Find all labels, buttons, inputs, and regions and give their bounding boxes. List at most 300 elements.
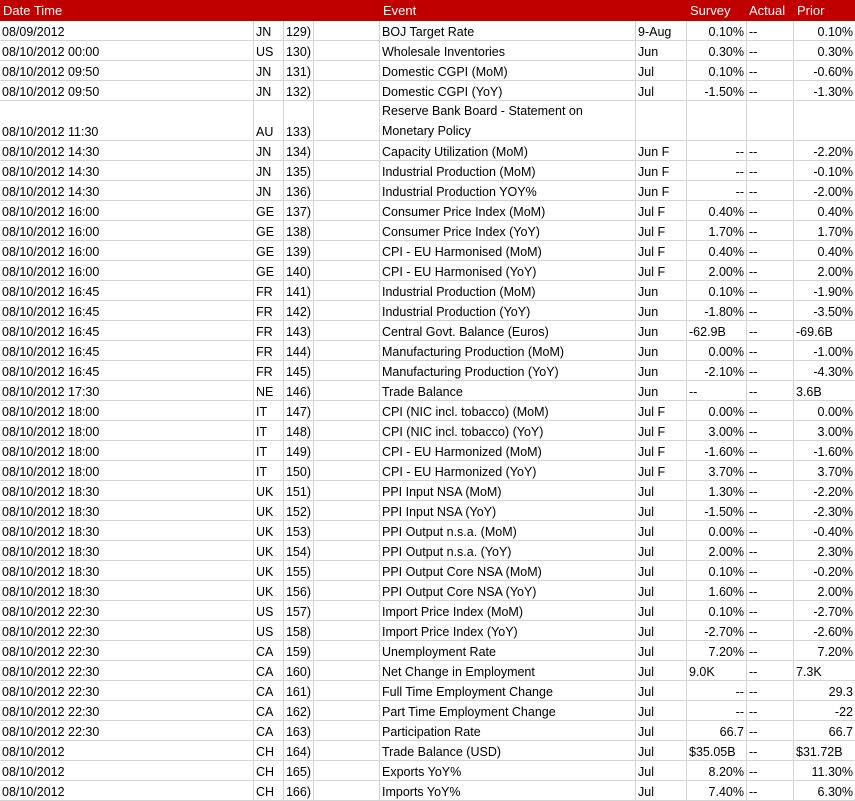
table-row[interactable] [0,201,855,221]
cell-index[interactable]: 156) [284,581,314,600]
cell-actual[interactable]: -- [747,581,794,600]
cell-survey[interactable]: -1.80% [687,301,747,320]
cell-period[interactable]: Jul [636,781,687,800]
table-row[interactable] [0,21,855,41]
table-row[interactable] [0,261,855,281]
cell-prior[interactable]: -3.50% [813,305,853,319]
cell-datetime[interactable]: 08/10/2012 17:30 [0,381,254,400]
cell-datetime[interactable]: 08/10/2012 22:30 [0,701,254,720]
cell-period[interactable]: Jun F [636,141,687,160]
cell-datetime[interactable]: 08/10/2012 18:30 [0,521,254,540]
cell-period[interactable]: Jun [636,301,687,320]
cell-prior[interactable]: -2.20% [813,485,853,499]
cell-blank[interactable] [314,561,380,580]
cell-event[interactable]: Unemployment Rate [380,641,636,660]
cell-blank[interactable] [314,701,380,720]
cell-prior[interactable]: -2.30% [813,505,853,519]
cell-country[interactable]: CA [254,661,284,680]
cell-country[interactable]: GE [254,221,284,240]
table-row[interactable] [0,101,855,141]
cell-event[interactable]: PPI Output Core NSA (YoY) [380,581,636,600]
table-row[interactable] [0,521,855,541]
cell-actual[interactable]: -- [747,221,794,240]
cell-prior[interactable]: 0.30% [817,45,853,59]
cell-country[interactable]: GE [254,241,284,260]
cell-survey[interactable]: 1.70% [687,221,747,240]
cell-actual[interactable]: -- [747,781,794,800]
cell-index[interactable]: 144) [284,341,314,360]
cell-index[interactable]: 153) [284,521,314,540]
cell-country[interactable]: GE [254,201,284,220]
cell-actual[interactable]: -- [747,621,794,640]
cell-event[interactable]: Industrial Production YOY% [380,181,636,200]
cell-period[interactable]: Jul [636,641,687,660]
cell-index[interactable]: 160) [284,661,314,680]
cell-blank[interactable] [314,301,380,320]
cell-prior[interactable]: -1.00% [813,345,853,359]
header-prior[interactable]: Prior [797,3,825,18]
cell-blank[interactable] [314,61,380,80]
table-row[interactable] [0,541,855,561]
cell-period[interactable]: Jul [636,681,687,700]
cell-survey[interactable]: -- [687,161,747,180]
cell-blank[interactable] [314,441,380,460]
cell-country[interactable]: GE [254,261,284,280]
cell-country[interactable]: UK [254,541,284,560]
cell-blank[interactable] [314,281,380,300]
table-row[interactable] [0,621,855,641]
cell-period[interactable]: Jul [636,721,687,740]
cell-event[interactable]: Trade Balance [380,381,636,400]
cell-survey[interactable]: 2.00% [687,541,747,560]
cell-blank[interactable] [314,101,380,140]
cell-survey[interactable]: 3.00% [687,421,747,440]
cell-survey[interactable]: -62.9B [687,321,747,340]
cell-blank[interactable] [314,461,380,480]
table-row[interactable] [0,401,855,421]
cell-period[interactable]: Jul F [636,201,687,220]
cell-event[interactable]: Domestic CGPI (YoY) [380,81,636,100]
cell-prior[interactable]: -22 [834,705,853,719]
cell-survey[interactable]: 9.0K [687,661,747,680]
table-row[interactable] [0,781,855,801]
cell-survey[interactable]: -1.50% [687,501,747,520]
cell-blank[interactable] [314,421,380,440]
cell-blank[interactable] [314,401,380,420]
cell-survey[interactable] [687,101,747,140]
table-row[interactable] [0,441,855,461]
cell-event[interactable]: PPI Output Core NSA (MoM) [380,561,636,580]
cell-datetime[interactable]: 08/10/2012 00:00 [0,41,254,60]
cell-period[interactable]: Jul [636,501,687,520]
cell-survey[interactable]: -- [687,381,747,400]
table-row[interactable] [0,681,855,701]
cell-period[interactable]: Jul [636,701,687,720]
cell-event[interactable]: Import Price Index (YoY) [380,621,636,640]
table-row[interactable] [0,301,855,321]
cell-prior[interactable]: 3.00% [817,425,853,439]
cell-survey[interactable]: -- [687,681,747,700]
cell-actual[interactable]: -- [747,241,794,260]
cell-prior[interactable]: -4.30% [813,365,853,379]
table-row[interactable] [0,481,855,501]
cell-event[interactable]: Exports YoY% [380,761,636,780]
cell-index[interactable]: 132) [284,81,314,100]
cell-prior[interactable] [794,101,855,140]
cell-period[interactable]: Jul [636,61,687,80]
cell-period[interactable]: Jul F [636,221,687,240]
cell-event[interactable]: PPI Output n.s.a. (MoM) [380,521,636,540]
cell-index[interactable]: 135) [284,161,314,180]
cell-datetime[interactable]: 08/10/2012 18:30 [0,481,254,500]
cell-event[interactable]: Part Time Employment Change [380,701,636,720]
cell-datetime[interactable]: 08/10/2012 16:00 [0,201,254,220]
cell-prior[interactable]: -0.40% [813,525,853,539]
cell-period[interactable]: Jul [636,661,687,680]
cell-period[interactable]: Jul F [636,461,687,480]
cell-actual[interactable]: -- [747,201,794,220]
cell-blank[interactable] [314,661,380,680]
cell-country[interactable]: FR [254,361,284,380]
cell-datetime[interactable]: 08/10/2012 16:45 [0,321,254,340]
cell-index[interactable]: 136) [284,181,314,200]
cell-blank[interactable] [314,241,380,260]
cell-actual[interactable]: -- [747,521,794,540]
cell-survey[interactable]: 8.20% [687,761,747,780]
cell-datetime[interactable]: 08/10/2012 22:30 [0,621,254,640]
table-row[interactable] [0,761,855,781]
cell-prior[interactable]: 3.6B [796,385,822,399]
cell-survey[interactable]: -- [687,141,747,160]
cell-period[interactable]: Jul [636,621,687,640]
cell-blank[interactable] [314,161,380,180]
cell-blank[interactable] [314,681,380,700]
table-row[interactable] [0,221,855,241]
cell-prior[interactable]: 2.00% [817,265,853,279]
cell-actual[interactable]: -- [747,661,794,680]
cell-prior[interactable]: 11.30% [811,765,853,779]
cell-blank[interactable] [314,581,380,600]
cell-actual[interactable]: -- [747,501,794,520]
cell-blank[interactable] [314,761,380,780]
table-row[interactable] [0,241,855,261]
table-row[interactable] [0,361,855,381]
cell-datetime[interactable]: 08/10/2012 18:00 [0,401,254,420]
cell-datetime[interactable]: 08/10/2012 22:30 [0,661,254,680]
cell-actual[interactable]: -- [747,361,794,380]
cell-blank[interactable] [314,361,380,380]
cell-index[interactable]: 131) [284,61,314,80]
cell-blank[interactable] [314,221,380,240]
cell-event[interactable]: Participation Rate [380,721,636,740]
cell-actual[interactable]: -- [747,741,794,760]
cell-datetime[interactable]: 08/10/2012 [0,761,254,780]
cell-blank[interactable] [314,341,380,360]
cell-index[interactable]: 140) [284,261,314,280]
cell-actual[interactable]: -- [747,701,794,720]
cell-blank[interactable] [314,781,380,800]
cell-event[interactable]: Net Change in Employment [380,661,636,680]
cell-datetime[interactable]: 08/10/2012 11:30 [0,101,254,140]
cell-index[interactable]: 134) [284,141,314,160]
cell-event[interactable]: Trade Balance (USD) [380,741,636,760]
cell-prior[interactable]: $31.72B [796,745,843,759]
table-row[interactable] [0,81,855,101]
cell-actual[interactable]: -- [747,81,794,100]
cell-prior[interactable]: -0.60% [813,65,853,79]
cell-index[interactable]: 159) [284,641,314,660]
cell-country[interactable]: CH [254,741,284,760]
table-row[interactable] [0,61,855,81]
cell-country[interactable]: AU [254,101,284,140]
cell-event[interactable]: PPI Input NSA (MoM) [380,481,636,500]
cell-period[interactable]: Jul F [636,441,687,460]
cell-datetime[interactable]: 08/10/2012 18:00 [0,441,254,460]
cell-country[interactable]: JN [254,181,284,200]
cell-index[interactable]: 139) [284,241,314,260]
cell-datetime[interactable]: 08/10/2012 22:30 [0,681,254,700]
cell-datetime[interactable]: 08/09/2012 [0,21,254,40]
cell-event[interactable]: Capacity Utilization (MoM) [380,141,636,160]
table-row[interactable] [0,281,855,301]
cell-index[interactable]: 155) [284,561,314,580]
cell-period[interactable]: 9-Aug [636,21,687,40]
table-row[interactable] [0,501,855,521]
cell-country[interactable]: CA [254,721,284,740]
cell-index[interactable]: 129) [284,21,314,40]
cell-survey[interactable]: 0.00% [687,341,747,360]
cell-prior[interactable]: -0.20% [813,565,853,579]
cell-country[interactable]: JN [254,81,284,100]
cell-blank[interactable] [314,321,380,340]
table-row[interactable] [0,381,855,401]
cell-country[interactable]: CA [254,641,284,660]
cell-actual[interactable]: -- [747,321,794,340]
cell-country[interactable]: JN [254,141,284,160]
cell-country[interactable]: JN [254,161,284,180]
header-datetime[interactable]: Date Time [3,3,63,18]
cell-actual[interactable]: -- [747,21,794,40]
cell-period[interactable]: Jul F [636,241,687,260]
cell-datetime[interactable]: 08/10/2012 18:30 [0,561,254,580]
cell-country[interactable]: UK [254,481,284,500]
cell-prior[interactable]: -0.10% [813,165,853,179]
cell-survey[interactable]: 1.30% [687,481,747,500]
cell-datetime[interactable]: 08/10/2012 18:30 [0,501,254,520]
table-row[interactable] [0,181,855,201]
cell-datetime[interactable]: 08/10/2012 16:45 [0,301,254,320]
table-row[interactable] [0,661,855,681]
cell-prior[interactable]: -1.90% [813,285,853,299]
cell-prior[interactable]: 0.10% [817,25,853,39]
cell-blank[interactable] [314,21,380,40]
cell-survey[interactable]: 0.10% [687,561,747,580]
cell-actual[interactable]: -- [747,181,794,200]
cell-survey[interactable]: 0.40% [687,241,747,260]
cell-country[interactable]: UK [254,561,284,580]
cell-period[interactable]: Jul [636,521,687,540]
cell-country[interactable]: CH [254,781,284,800]
cell-actual[interactable]: -- [747,481,794,500]
cell-index[interactable]: 161) [284,681,314,700]
cell-country[interactable]: UK [254,501,284,520]
cell-period[interactable]: Jun [636,321,687,340]
cell-datetime[interactable]: 08/10/2012 16:00 [0,221,254,240]
cell-period[interactable]: Jul [636,561,687,580]
cell-actual[interactable]: -- [747,561,794,580]
cell-blank[interactable] [314,201,380,220]
cell-event[interactable]: Central Govt. Balance (Euros) [380,321,636,340]
cell-period[interactable]: Jul F [636,421,687,440]
cell-event[interactable]: Reserve Bank Board - Statement on Monetary Policy [380,101,636,140]
cell-index[interactable]: 150) [284,461,314,480]
cell-country[interactable]: JN [254,61,284,80]
cell-prior[interactable]: -2.60% [813,625,853,639]
cell-prior[interactable]: 29.3 [828,685,853,699]
cell-event[interactable]: Manufacturing Production (YoY) [380,361,636,380]
cell-index[interactable]: 151) [284,481,314,500]
cell-country[interactable]: IT [254,441,284,460]
cell-prior[interactable]: 1.70% [817,225,853,239]
cell-period[interactable]: Jul F [636,401,687,420]
cell-index[interactable]: 152) [284,501,314,520]
cell-prior[interactable]: 7.3K [796,665,822,679]
cell-blank[interactable] [314,641,380,660]
cell-country[interactable]: FR [254,301,284,320]
cell-survey[interactable]: 1.60% [687,581,747,600]
cell-index[interactable]: 137) [284,201,314,220]
cell-event[interactable]: Full Time Employment Change [380,681,636,700]
cell-actual[interactable]: -- [747,541,794,560]
cell-prior[interactable]: -2.00% [813,185,853,199]
cell-index[interactable]: 162) [284,701,314,720]
cell-period[interactable]: Jul [636,81,687,100]
cell-datetime[interactable]: 08/10/2012 16:45 [0,341,254,360]
table-row[interactable] [0,601,855,621]
cell-index[interactable]: 142) [284,301,314,320]
cell-period[interactable]: Jul [636,541,687,560]
cell-country[interactable]: CA [254,701,284,720]
cell-country[interactable]: JN [254,21,284,40]
cell-actual[interactable]: -- [747,161,794,180]
header-actual[interactable]: Actual [749,3,786,18]
cell-blank[interactable] [314,601,380,620]
cell-event[interactable]: Consumer Price Index (YoY) [380,221,636,240]
cell-event[interactable]: CPI (NIC incl. tobacco) (YoY) [380,421,636,440]
cell-actual[interactable]: -- [747,301,794,320]
cell-index[interactable]: 166) [284,781,314,800]
cell-country[interactable]: CA [254,681,284,700]
cell-actual[interactable]: -- [747,141,794,160]
cell-actual[interactable]: -- [747,681,794,700]
cell-survey[interactable]: 0.30% [687,41,747,60]
cell-survey[interactable]: -2.10% [687,361,747,380]
cell-datetime[interactable]: 08/10/2012 18:30 [0,541,254,560]
cell-period[interactable]: Jul [636,741,687,760]
cell-actual[interactable]: -- [747,721,794,740]
cell-prior[interactable]: 0.40% [817,205,853,219]
cell-actual[interactable]: -- [747,421,794,440]
cell-country[interactable]: US [254,41,284,60]
cell-prior[interactable]: 3.70% [817,465,853,479]
cell-blank[interactable] [314,481,380,500]
cell-index[interactable]: 147) [284,401,314,420]
cell-index[interactable]: 157) [284,601,314,620]
cell-blank[interactable] [314,501,380,520]
cell-actual[interactable]: -- [747,261,794,280]
cell-survey[interactable]: 0.10% [687,21,747,40]
cell-datetime[interactable]: 08/10/2012 14:30 [0,161,254,180]
cell-event[interactable]: Manufacturing Production (MoM) [380,341,636,360]
cell-datetime[interactable]: 08/10/2012 14:30 [0,181,254,200]
cell-actual[interactable]: -- [747,401,794,420]
cell-prior[interactable]: 2.30% [817,545,853,559]
cell-survey[interactable]: 0.10% [687,61,747,80]
cell-period[interactable]: Jul [636,761,687,780]
cell-blank[interactable] [314,541,380,560]
cell-blank[interactable] [314,41,380,60]
cell-survey[interactable]: 0.00% [687,401,747,420]
table-row[interactable] [0,561,855,581]
cell-actual[interactable]: -- [747,641,794,660]
cell-country[interactable]: US [254,621,284,640]
cell-blank[interactable] [314,181,380,200]
cell-event[interactable]: Import Price Index (MoM) [380,601,636,620]
cell-country[interactable]: IT [254,421,284,440]
cell-survey[interactable]: 2.00% [687,261,747,280]
cell-prior[interactable]: -69.6B [796,325,833,339]
cell-period[interactable]: Jun [636,381,687,400]
cell-prior[interactable]: 6.30% [817,785,853,799]
cell-survey[interactable]: 7.40% [687,781,747,800]
cell-actual[interactable]: -- [747,61,794,80]
cell-index[interactable]: 148) [284,421,314,440]
cell-period[interactable]: Jul [636,581,687,600]
cell-survey[interactable]: -- [687,181,747,200]
cell-index[interactable]: 141) [284,281,314,300]
cell-datetime[interactable]: 08/10/2012 16:00 [0,261,254,280]
cell-survey[interactable]: -2.70% [687,621,747,640]
cell-event[interactable]: CPI - EU Harmonized (YoY) [380,461,636,480]
cell-actual[interactable]: -- [747,341,794,360]
cell-actual[interactable]: -- [747,441,794,460]
cell-actual[interactable] [747,101,794,140]
cell-country[interactable]: IT [254,461,284,480]
cell-survey[interactable]: 0.10% [687,281,747,300]
cell-prior[interactable]: 0.00% [817,405,853,419]
cell-datetime[interactable]: 08/10/2012 16:45 [0,361,254,380]
cell-event[interactable]: CPI - EU Harmonised (YoY) [380,261,636,280]
cell-prior[interactable]: -1.30% [813,85,853,99]
cell-country[interactable]: UK [254,521,284,540]
cell-index[interactable]: 165) [284,761,314,780]
cell-datetime[interactable]: 08/10/2012 18:00 [0,461,254,480]
cell-datetime[interactable]: 08/10/2012 [0,741,254,760]
cell-prior[interactable]: 2.00% [817,585,853,599]
cell-period[interactable] [636,101,687,140]
cell-event[interactable]: CPI - EU Harmonised (MoM) [380,241,636,260]
cell-period[interactable]: Jun F [636,181,687,200]
cell-event[interactable]: PPI Input NSA (YoY) [380,501,636,520]
cell-datetime[interactable]: 08/10/2012 14:30 [0,141,254,160]
table-row[interactable] [0,321,855,341]
cell-survey[interactable]: $35.05B [687,741,747,760]
cell-event[interactable]: CPI - EU Harmonized (MoM) [380,441,636,460]
cell-index[interactable]: 158) [284,621,314,640]
cell-datetime[interactable]: 08/10/2012 22:30 [0,601,254,620]
cell-survey[interactable]: 0.40% [687,201,747,220]
table-row[interactable] [0,421,855,441]
